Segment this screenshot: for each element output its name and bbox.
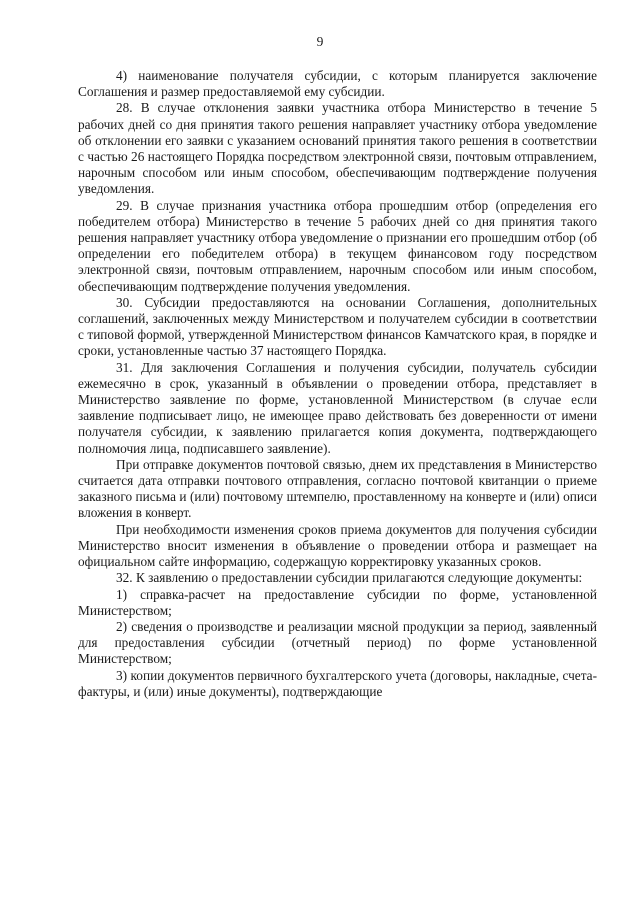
- paragraph-28: 28. В случае отклонения заявки участника отбора Министерство в течение 5 рабочих дней со дня принятия такого решения направляет участнику отбора уведомление об отклонении его заявки с указанием оснований принятия такого решения в соответствии с частью 26 настоящего Порядка посредством электронной связи, почтовым отправлением, нарочным способом или иным способом, обеспечивающим подтверждение получения уведомления.: [78, 100, 597, 197]
- page-number: 9: [316, 34, 324, 49]
- paragraph-30: 30. Субсидии предоставляются на основании Соглашения, дополнительных соглашений, заключенных между Министерством и получателем субсидии в соответствии с типовой формой, утвержденной Министерством финансов Камчатского края, в порядке и сроки, установленные частью 37 настоящего Порядка.: [78, 294, 597, 359]
- paragraph-32-item-2: 2) сведения о производстве и реализации мясной продукции за период, заявленный для предоставления субсидии (отчетный период) по форме установленной Министерством;: [78, 618, 597, 667]
- document-body: [78, 68, 597, 700]
- paragraph-31: 31. Для заключения Соглашения и получения субсидии, получатель субсидии ежемесячно в срок, указанный в объявлении о проведении отбора, представляет в Министерство заявление по форме, установленной Министерством (в случае если заявление подписывает лицо, не имеющее право действовать без доверенности от имени получателя субсидии, к заявлению прилагается копия документа, подтверждающего полномочия лица, подписавшего заявление).: [78, 359, 597, 456]
- paragraph-32: 32. К заявлению о предоставлении субсидии прилагаются следующие документы:: [116, 570, 583, 586]
- paragraph-32-item-1: 1) справка-расчет на предоставление субсидии по форме, установленной Министерством;: [78, 586, 597, 618]
- paragraph-29: 29. В случае признания участника отбора прошедшим отбор (определения его победителем отбора) Министерство в течение 5 рабочих дней со дня принятия такого решения направляет участнику отбора уведомление о признании его прошедшим отбор (об определении его победителем отбора) в текущем финансовом году посредством электронной связи, почтовым отправлением, нарочным способом или иным способом, обеспечивающим подтверждение получения уведомления.: [78, 197, 597, 294]
- paragraph-32-item-3: 3) копии документов первичного бухгалтерского учета (договоры, накладные, счета-фактуры, и (или) иные документы), подтверждающие: [78, 667, 597, 699]
- paragraph-postal-submission: При отправке документов почтовой связью, днем их представления в Министерство считается дата отправки почтового отправления, согласно почтовой квитанции о приеме заказного письма и (или) почтовому штемпелю, проставленному на конверте и (или) описи вложения в конверт.: [78, 456, 597, 521]
- paragraph-deadline-changes: При необходимости изменения сроков приема документов для получения субсидии Министерство вносит изменения в объявление о проведении отбора и размещает на официальном сайте информацию, содержащую корректировку указанных сроков.: [78, 521, 597, 570]
- paragraph-item-4: 4) наименование получателя субсидии, с которым планируется заключение Соглашения и размер предоставляемой ему субсидии.: [78, 68, 597, 100]
